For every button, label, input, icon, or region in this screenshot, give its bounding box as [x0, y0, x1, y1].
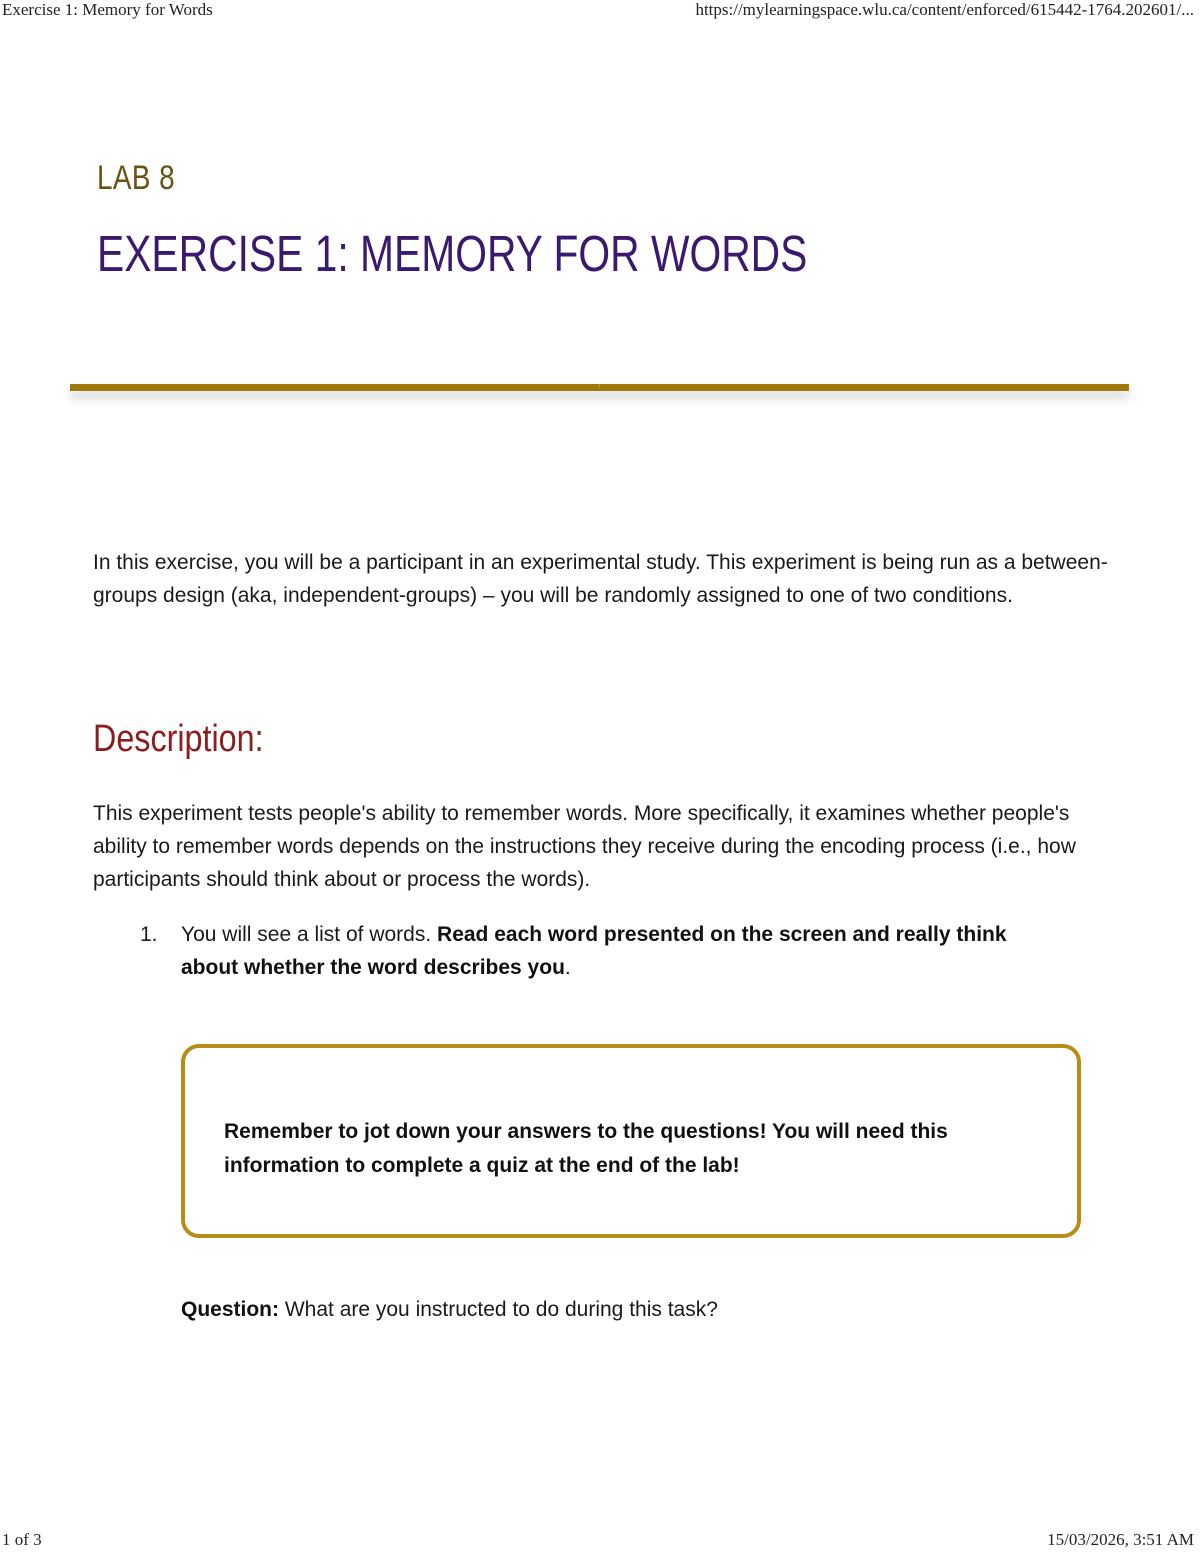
title-divider	[70, 384, 1129, 391]
description-paragraph: This experiment tests people's ability to remember words. More specifically, it examines whether people's ability to remember words depends on the instructions they receive during the encoding process (i.e., how participants should think about or process the words).	[93, 802, 1076, 891]
intro-paragraph: In this exercise, you will be a participant in an experimental study. This experiment is being run as a between-groups design (aka, independent-groups) – you will be randomly assigned to one of two conditions.	[93, 551, 1108, 607]
divider-seam	[599, 384, 600, 388]
list-item-body	[181, 918, 1060, 984]
question-label: Question:	[181, 1298, 279, 1321]
list-item-instruction: Read each word presented on the screen and really think about whether the word describes you	[181, 923, 1007, 979]
list-item-number: 1.	[140, 923, 158, 946]
lab-label: LAB 8	[97, 159, 176, 197]
question-text: What are you instructed to do during this task?	[284, 1298, 718, 1321]
list-item-text: You will see a list of words.	[181, 923, 432, 946]
description-heading: Description:	[93, 718, 264, 760]
exercise-title: EXERCISE 1: MEMORY FOR WORDS	[97, 225, 808, 282]
reminder-text: Remember to jot down your answers to the questions! You will need this information to complete a quiz at the end of the lab!	[224, 1120, 948, 1177]
print-header	[0, 0, 1200, 20]
print-url: https://mylearningspace.wlu.ca/content/enforced/615442-1764.202601/...	[695, 0, 1194, 19]
page-number: 1 of 3	[2, 1530, 42, 1549]
print-page-title: Exercise 1: Memory for Words	[2, 0, 213, 19]
print-footer	[0, 1530, 1200, 1550]
list-item	[140, 918, 1060, 984]
reminder-callout	[181, 1044, 1081, 1238]
question	[181, 1293, 1081, 1326]
list-item-end: .	[564, 956, 571, 979]
exercise-title-container	[97, 224, 808, 294]
print-timestamp: 15/03/2026, 3:51 AM	[1047, 1530, 1194, 1549]
